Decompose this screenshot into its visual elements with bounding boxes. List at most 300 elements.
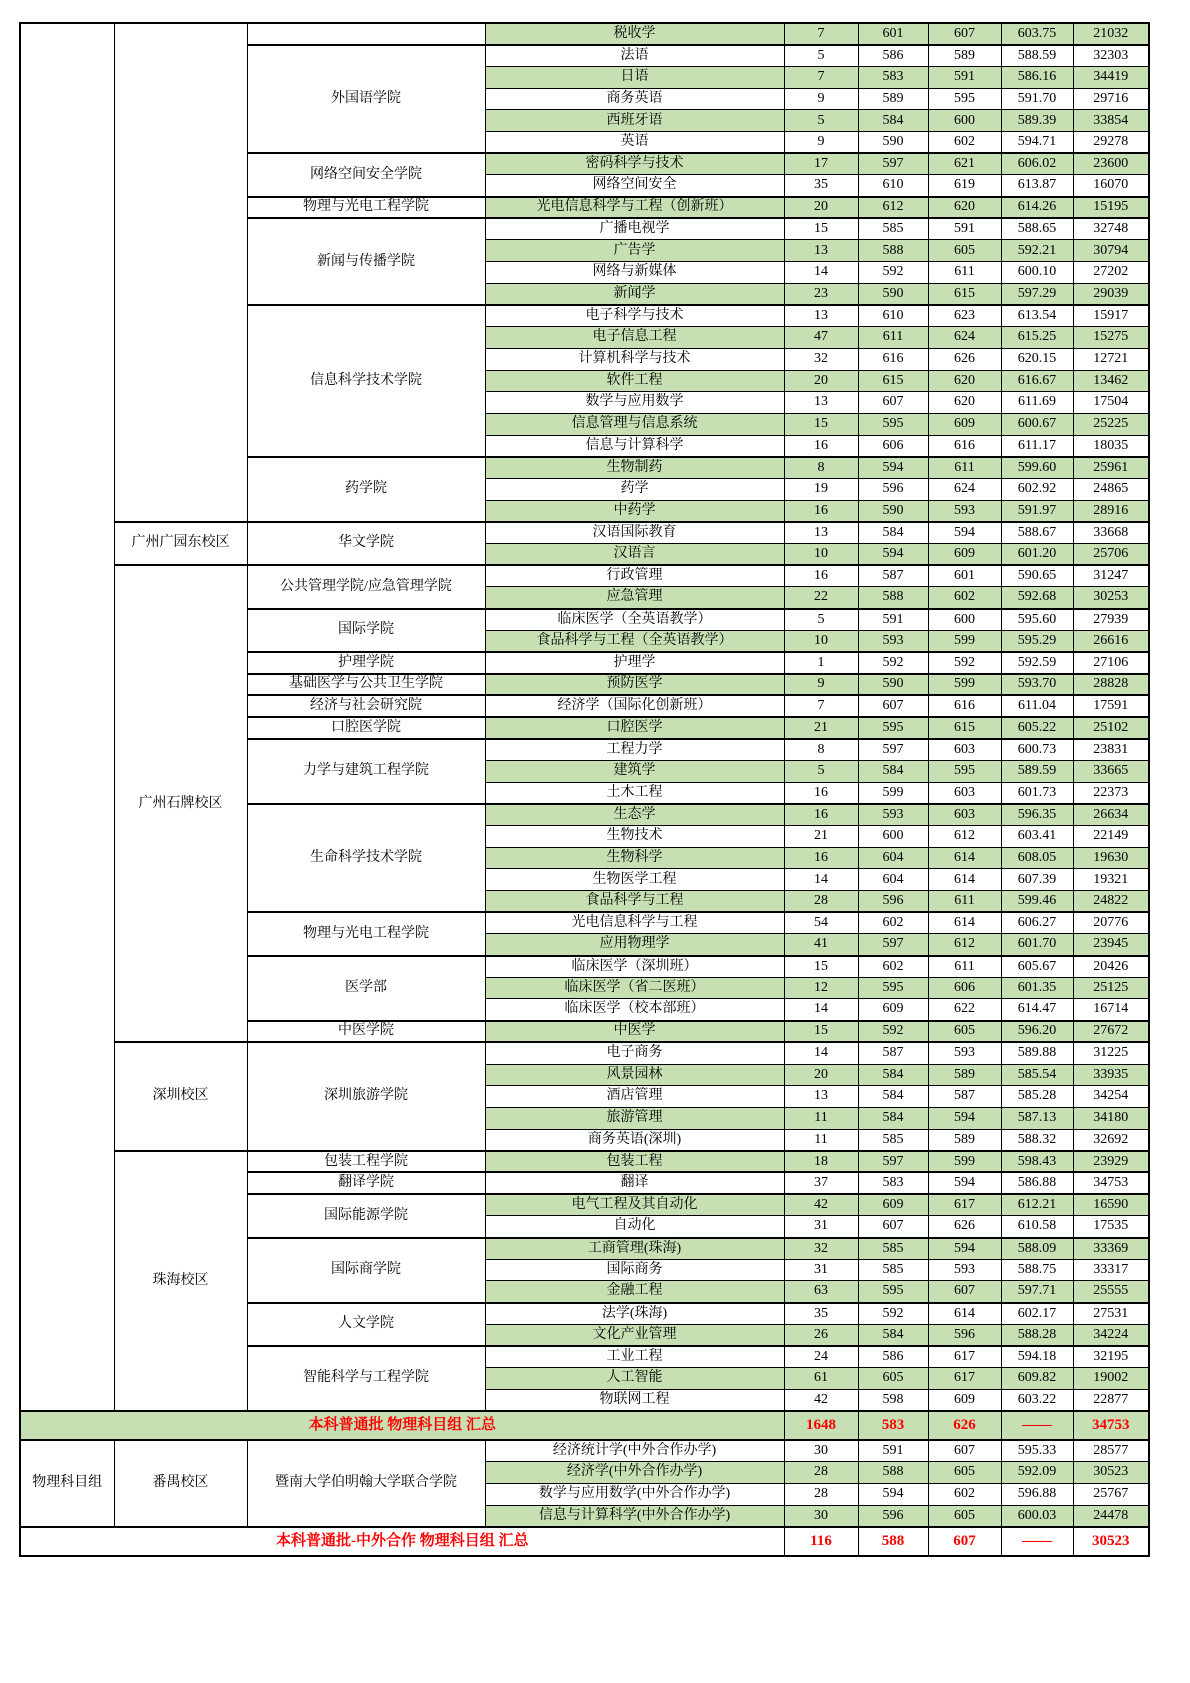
rank-cell: 28577 (1073, 1440, 1149, 1462)
max-score-cell: 593 (928, 500, 1001, 522)
major-cell: 广告学 (485, 240, 784, 262)
avg-score-cell: 587.13 (1001, 1107, 1073, 1129)
max-score-cell: 617 (928, 1194, 1001, 1216)
rank-cell: 15917 (1073, 305, 1149, 327)
summary-count-cell: 1648 (784, 1411, 858, 1440)
avg-score-cell: 589.88 (1001, 1042, 1073, 1064)
count-cell: 30 (784, 1440, 858, 1462)
summary-max-cell: 626 (928, 1411, 1001, 1440)
min-score-cell: 587 (858, 565, 928, 587)
count-cell: 32 (784, 348, 858, 370)
avg-score-cell: 611.17 (1001, 435, 1073, 457)
rank-cell: 19002 (1073, 1368, 1149, 1390)
avg-score-cell: 588.09 (1001, 1238, 1073, 1260)
max-score-cell: 614 (928, 912, 1001, 934)
count-cell: 41 (784, 934, 858, 956)
major-cell: 旅游管理 (485, 1107, 784, 1129)
max-score-cell: 612 (928, 825, 1001, 847)
min-score-cell: 594 (858, 457, 928, 479)
summary-min-cell: 583 (858, 1411, 928, 1440)
avg-score-cell: 620.15 (1001, 348, 1073, 370)
rank-cell: 27531 (1073, 1303, 1149, 1325)
rank-cell: 25555 (1073, 1281, 1149, 1303)
avg-score-cell: 595.29 (1001, 630, 1073, 652)
min-score-cell: 588 (858, 240, 928, 262)
max-score-cell: 611 (928, 457, 1001, 479)
avg-score-cell: 591.70 (1001, 88, 1073, 110)
min-score-cell: 590 (858, 131, 928, 153)
rank-cell: 12721 (1073, 348, 1149, 370)
min-score-cell: 610 (858, 305, 928, 327)
summary-count-cell: 116 (784, 1527, 858, 1556)
major-cell: 中医学 (485, 1021, 784, 1043)
rank-cell: 33935 (1073, 1064, 1149, 1086)
min-score-cell: 601 (858, 23, 928, 45)
min-score-cell: 593 (858, 804, 928, 826)
campus-cell: 深圳校区 (114, 1042, 247, 1150)
max-score-cell: 607 (928, 1440, 1001, 1462)
major-cell: 生物制药 (485, 457, 784, 479)
max-score-cell: 600 (928, 110, 1001, 132)
max-score-cell: 609 (928, 544, 1001, 566)
major-cell: 广播电视学 (485, 218, 784, 240)
min-score-cell: 599 (858, 782, 928, 804)
avg-score-cell: 602.92 (1001, 478, 1073, 500)
major-cell: 临床医学（全英语教学） (485, 609, 784, 631)
avg-score-cell: 586.88 (1001, 1172, 1073, 1194)
max-score-cell: 620 (928, 392, 1001, 414)
max-score-cell: 603 (928, 739, 1001, 761)
max-score-cell: 614 (928, 1303, 1001, 1325)
min-score-cell: 602 (858, 912, 928, 934)
rank-cell: 31225 (1073, 1042, 1149, 1064)
rank-cell: 22373 (1073, 782, 1149, 804)
avg-score-cell: 594.71 (1001, 131, 1073, 153)
table-row (20, 23, 1149, 45)
campus-cell: 广州石牌校区 (114, 565, 247, 1042)
major-cell: 光电信息科学与工程 (485, 912, 784, 934)
avg-score-cell: 607.39 (1001, 869, 1073, 891)
rank-cell: 20776 (1073, 912, 1149, 934)
count-cell: 8 (784, 457, 858, 479)
avg-score-cell: 592.21 (1001, 240, 1073, 262)
major-cell: 法语 (485, 45, 784, 67)
min-score-cell: 595 (858, 413, 928, 435)
college-cell: 包装工程学院 (247, 1151, 485, 1173)
min-score-cell: 609 (858, 999, 928, 1021)
count-cell: 9 (784, 88, 858, 110)
min-score-cell: 597 (858, 153, 928, 175)
subject-group-cell (20, 23, 114, 1411)
avg-score-cell: 601.73 (1001, 782, 1073, 804)
max-score-cell: 617 (928, 1368, 1001, 1390)
rank-cell: 28916 (1073, 500, 1149, 522)
major-cell: 临床医学（校本部班） (485, 999, 784, 1021)
min-score-cell: 592 (858, 1303, 928, 1325)
max-score-cell: 617 (928, 1346, 1001, 1368)
major-cell: 经济学(中外合作办学) (485, 1462, 784, 1484)
count-cell: 13 (784, 240, 858, 262)
rank-cell: 26634 (1073, 804, 1149, 826)
major-cell: 电子信息工程 (485, 327, 784, 349)
summary-rank-cell: 30523 (1073, 1527, 1149, 1556)
avg-score-cell: 602.17 (1001, 1303, 1073, 1325)
max-score-cell: 605 (928, 240, 1001, 262)
max-score-cell: 624 (928, 478, 1001, 500)
avg-score-cell: 594.18 (1001, 1346, 1073, 1368)
avg-score-cell: 603.22 (1001, 1389, 1073, 1411)
max-score-cell: 616 (928, 435, 1001, 457)
max-score-cell: 599 (928, 630, 1001, 652)
count-cell: 24 (784, 1346, 858, 1368)
rank-cell: 32692 (1073, 1129, 1149, 1151)
major-cell: 包装工程 (485, 1151, 784, 1173)
min-score-cell: 598 (858, 1389, 928, 1411)
rank-cell: 19321 (1073, 869, 1149, 891)
count-cell: 18 (784, 1151, 858, 1173)
count-cell: 14 (784, 869, 858, 891)
max-score-cell: 589 (928, 1129, 1001, 1151)
avg-score-cell: 599.46 (1001, 891, 1073, 913)
count-cell: 5 (784, 110, 858, 132)
count-cell: 26 (784, 1324, 858, 1346)
rank-cell: 19630 (1073, 847, 1149, 869)
avg-score-cell: 614.47 (1001, 999, 1073, 1021)
rank-cell: 32195 (1073, 1346, 1149, 1368)
min-score-cell: 584 (858, 1064, 928, 1086)
max-score-cell: 606 (928, 977, 1001, 999)
rank-cell: 25102 (1073, 717, 1149, 739)
major-cell: 生物医学工程 (485, 869, 784, 891)
major-cell: 酒店管理 (485, 1086, 784, 1108)
rank-cell: 16714 (1073, 999, 1149, 1021)
rank-cell: 29039 (1073, 283, 1149, 305)
min-score-cell: 585 (858, 1238, 928, 1260)
avg-score-cell: 595.60 (1001, 609, 1073, 631)
max-score-cell: 596 (928, 1324, 1001, 1346)
avg-score-cell: 588.59 (1001, 45, 1073, 67)
max-score-cell: 620 (928, 197, 1001, 219)
major-cell: 信息与计算科学 (485, 435, 784, 457)
min-score-cell: 590 (858, 500, 928, 522)
rank-cell: 33668 (1073, 522, 1149, 544)
min-score-cell: 585 (858, 1259, 928, 1281)
college-cell: 翻译学院 (247, 1172, 485, 1194)
major-cell: 金融工程 (485, 1281, 784, 1303)
major-cell: 新闻学 (485, 283, 784, 305)
max-score-cell: 594 (928, 1238, 1001, 1260)
count-cell: 5 (784, 609, 858, 631)
count-cell: 35 (784, 1303, 858, 1325)
summary-min-cell: 588 (858, 1527, 928, 1556)
college-cell: 新闻与传播学院 (247, 218, 485, 305)
count-cell: 1 (784, 652, 858, 674)
rank-cell: 24478 (1073, 1505, 1149, 1527)
avg-score-cell: 586.16 (1001, 66, 1073, 88)
campus-cell: 广州广园东校区 (114, 522, 247, 565)
max-score-cell: 587 (928, 1086, 1001, 1108)
count-cell: 30 (784, 1505, 858, 1527)
avg-score-cell: 601.20 (1001, 544, 1073, 566)
major-cell: 数学与应用数学 (485, 392, 784, 414)
campus-cell: 番禺校区 (114, 1440, 247, 1527)
major-cell: 土木工程 (485, 782, 784, 804)
avg-score-cell: 588.75 (1001, 1259, 1073, 1281)
major-cell: 法学(珠海) (485, 1303, 784, 1325)
min-score-cell: 602 (858, 956, 928, 978)
max-score-cell: 611 (928, 262, 1001, 284)
min-score-cell: 584 (858, 760, 928, 782)
avg-score-cell: 608.05 (1001, 847, 1073, 869)
major-cell: 工商管理(珠海) (485, 1238, 784, 1260)
college-cell: 智能科学与工程学院 (247, 1346, 485, 1411)
rank-cell: 18035 (1073, 435, 1149, 457)
major-cell: 密码科学与技术 (485, 153, 784, 175)
max-score-cell: 626 (928, 1216, 1001, 1238)
max-score-cell: 599 (928, 674, 1001, 696)
major-cell: 生物科学 (485, 847, 784, 869)
count-cell: 13 (784, 305, 858, 327)
summary-avg-cell: —— (1001, 1411, 1073, 1440)
rank-cell: 33317 (1073, 1259, 1149, 1281)
major-cell: 应用物理学 (485, 934, 784, 956)
major-cell: 临床医学（省二医班） (485, 977, 784, 999)
max-score-cell: 622 (928, 999, 1001, 1021)
rank-cell: 30794 (1073, 240, 1149, 262)
table-row (20, 1151, 1149, 1173)
min-score-cell: 586 (858, 45, 928, 67)
avg-score-cell: 596.88 (1001, 1483, 1073, 1505)
rank-cell: 24822 (1073, 891, 1149, 913)
max-score-cell: 602 (928, 1483, 1001, 1505)
min-score-cell: 592 (858, 1021, 928, 1043)
max-score-cell: 594 (928, 1107, 1001, 1129)
rank-cell: 16590 (1073, 1194, 1149, 1216)
college-cell: 公共管理学院/应急管理学院 (247, 565, 485, 608)
major-cell: 计算机科学与技术 (485, 348, 784, 370)
avg-score-cell: 598.43 (1001, 1151, 1073, 1173)
college-cell: 国际能源学院 (247, 1194, 485, 1237)
rank-cell: 26616 (1073, 630, 1149, 652)
min-score-cell: 597 (858, 1151, 928, 1173)
avg-score-cell: 597.29 (1001, 283, 1073, 305)
count-cell: 15 (784, 1021, 858, 1043)
count-cell: 37 (784, 1172, 858, 1194)
min-score-cell: 605 (858, 1368, 928, 1390)
rank-cell: 17591 (1073, 695, 1149, 717)
rank-cell: 32303 (1073, 45, 1149, 67)
rank-cell: 25125 (1073, 977, 1149, 999)
count-cell: 14 (784, 1042, 858, 1064)
rank-cell: 25767 (1073, 1483, 1149, 1505)
max-score-cell: 623 (928, 305, 1001, 327)
avg-score-cell: 595.33 (1001, 1440, 1073, 1462)
rank-cell: 15275 (1073, 327, 1149, 349)
rank-cell: 34180 (1073, 1107, 1149, 1129)
max-score-cell: 626 (928, 348, 1001, 370)
major-cell: 信息管理与信息系统 (485, 413, 784, 435)
major-cell: 药学 (485, 478, 784, 500)
major-cell: 税收学 (485, 23, 784, 45)
count-cell: 20 (784, 370, 858, 392)
count-cell: 15 (784, 218, 858, 240)
min-score-cell: 595 (858, 1281, 928, 1303)
rank-cell: 34224 (1073, 1324, 1149, 1346)
min-score-cell: 597 (858, 739, 928, 761)
rank-cell: 27202 (1073, 262, 1149, 284)
max-score-cell: 599 (928, 1151, 1001, 1173)
major-cell: 软件工程 (485, 370, 784, 392)
count-cell: 23 (784, 283, 858, 305)
major-cell: 食品科学与工程 (485, 891, 784, 913)
avg-score-cell: 592.68 (1001, 587, 1073, 609)
min-score-cell: 584 (858, 1107, 928, 1129)
avg-score-cell: 593.70 (1001, 674, 1073, 696)
college-cell: 医学部 (247, 956, 485, 1021)
min-score-cell: 590 (858, 674, 928, 696)
min-score-cell: 590 (858, 283, 928, 305)
min-score-cell: 595 (858, 977, 928, 999)
avg-score-cell: 603.41 (1001, 825, 1073, 847)
max-score-cell: 609 (928, 413, 1001, 435)
max-score-cell: 602 (928, 131, 1001, 153)
college-cell: 生命科学技术学院 (247, 804, 485, 912)
max-score-cell: 595 (928, 88, 1001, 110)
min-score-cell: 586 (858, 1346, 928, 1368)
major-cell: 电子科学与技术 (485, 305, 784, 327)
avg-score-cell: 592.59 (1001, 652, 1073, 674)
min-score-cell: 584 (858, 1086, 928, 1108)
summary-avg-cell: —— (1001, 1527, 1073, 1556)
college-cell: 人文学院 (247, 1303, 485, 1346)
table-row (20, 522, 1149, 544)
major-cell: 文化产业管理 (485, 1324, 784, 1346)
avg-score-cell: 600.10 (1001, 262, 1073, 284)
max-score-cell: 614 (928, 869, 1001, 891)
min-score-cell: 596 (858, 891, 928, 913)
count-cell: 42 (784, 1194, 858, 1216)
rank-cell: 29716 (1073, 88, 1149, 110)
major-cell: 网络与新媒体 (485, 262, 784, 284)
count-cell: 9 (784, 674, 858, 696)
campus-cell: 珠海校区 (114, 1151, 247, 1411)
avg-score-cell: 609.82 (1001, 1368, 1073, 1390)
summary-max-cell: 607 (928, 1527, 1001, 1556)
major-cell: 汉语言 (485, 544, 784, 566)
count-cell: 31 (784, 1216, 858, 1238)
avg-score-cell: 611.69 (1001, 392, 1073, 414)
min-score-cell: 607 (858, 392, 928, 414)
count-cell: 12 (784, 977, 858, 999)
avg-score-cell: 588.28 (1001, 1324, 1073, 1346)
avg-score-cell: 590.65 (1001, 565, 1073, 587)
summary-label-cell: 本科普通批-中外合作 物理科目组 汇总 (20, 1527, 784, 1556)
avg-score-cell: 588.65 (1001, 218, 1073, 240)
count-cell: 16 (784, 782, 858, 804)
college-cell: 深圳旅游学院 (247, 1042, 485, 1150)
count-cell: 19 (784, 478, 858, 500)
max-score-cell: 593 (928, 1259, 1001, 1281)
major-cell: 物联网工程 (485, 1389, 784, 1411)
max-score-cell: 594 (928, 522, 1001, 544)
avg-score-cell: 600.67 (1001, 413, 1073, 435)
rank-cell: 23600 (1073, 153, 1149, 175)
min-score-cell: 583 (858, 66, 928, 88)
avg-score-cell: 612.21 (1001, 1194, 1073, 1216)
min-score-cell: 591 (858, 609, 928, 631)
rank-cell: 32748 (1073, 218, 1149, 240)
avg-score-cell: 603.75 (1001, 23, 1073, 45)
count-cell: 47 (784, 327, 858, 349)
min-score-cell: 606 (858, 435, 928, 457)
major-cell: 生态学 (485, 804, 784, 826)
max-score-cell: 611 (928, 891, 1001, 913)
min-score-cell: 596 (858, 478, 928, 500)
major-cell: 经济学（国际化创新班） (485, 695, 784, 717)
min-score-cell: 595 (858, 717, 928, 739)
count-cell: 17 (784, 153, 858, 175)
rank-cell: 27106 (1073, 652, 1149, 674)
table-row (20, 1042, 1149, 1064)
count-cell: 13 (784, 392, 858, 414)
college-cell: 力学与建筑工程学院 (247, 739, 485, 804)
rank-cell: 27672 (1073, 1021, 1149, 1043)
count-cell: 21 (784, 717, 858, 739)
college-cell: 国际学院 (247, 609, 485, 652)
college-cell: 口腔医学院 (247, 717, 485, 739)
avg-score-cell: 596.35 (1001, 804, 1073, 826)
avg-score-cell: 605.67 (1001, 956, 1073, 978)
count-cell: 42 (784, 1389, 858, 1411)
min-score-cell: 593 (858, 630, 928, 652)
rank-cell: 25706 (1073, 544, 1149, 566)
count-cell: 9 (784, 131, 858, 153)
avg-score-cell: 611.04 (1001, 695, 1073, 717)
min-score-cell: 596 (858, 1505, 928, 1527)
avg-score-cell: 616.67 (1001, 370, 1073, 392)
rank-cell: 31247 (1073, 565, 1149, 587)
rank-cell: 23929 (1073, 1151, 1149, 1173)
count-cell: 35 (784, 175, 858, 197)
max-score-cell: 589 (928, 1064, 1001, 1086)
min-score-cell: 609 (858, 1194, 928, 1216)
college-cell (247, 23, 485, 45)
avg-score-cell: 588.32 (1001, 1129, 1073, 1151)
count-cell: 63 (784, 1281, 858, 1303)
avg-score-cell: 601.35 (1001, 977, 1073, 999)
major-cell: 国际商务 (485, 1259, 784, 1281)
rank-cell: 15195 (1073, 197, 1149, 219)
college-cell: 外国语学院 (247, 45, 485, 153)
max-score-cell: 605 (928, 1021, 1001, 1043)
avg-score-cell: 585.28 (1001, 1086, 1073, 1108)
min-score-cell: 584 (858, 110, 928, 132)
college-cell: 暨南大学伯明翰大学联合学院 (247, 1440, 485, 1527)
avg-score-cell: 588.67 (1001, 522, 1073, 544)
count-cell: 7 (784, 23, 858, 45)
min-score-cell: 585 (858, 218, 928, 240)
major-cell: 西班牙语 (485, 110, 784, 132)
rank-cell: 23831 (1073, 739, 1149, 761)
count-cell: 16 (784, 847, 858, 869)
college-cell: 经济与社会研究院 (247, 695, 485, 717)
max-score-cell: 591 (928, 218, 1001, 240)
summary-rank-cell: 34753 (1073, 1411, 1149, 1440)
avg-score-cell: 600.03 (1001, 1505, 1073, 1527)
max-score-cell: 614 (928, 847, 1001, 869)
count-cell: 54 (784, 912, 858, 934)
major-cell: 工程力学 (485, 739, 784, 761)
